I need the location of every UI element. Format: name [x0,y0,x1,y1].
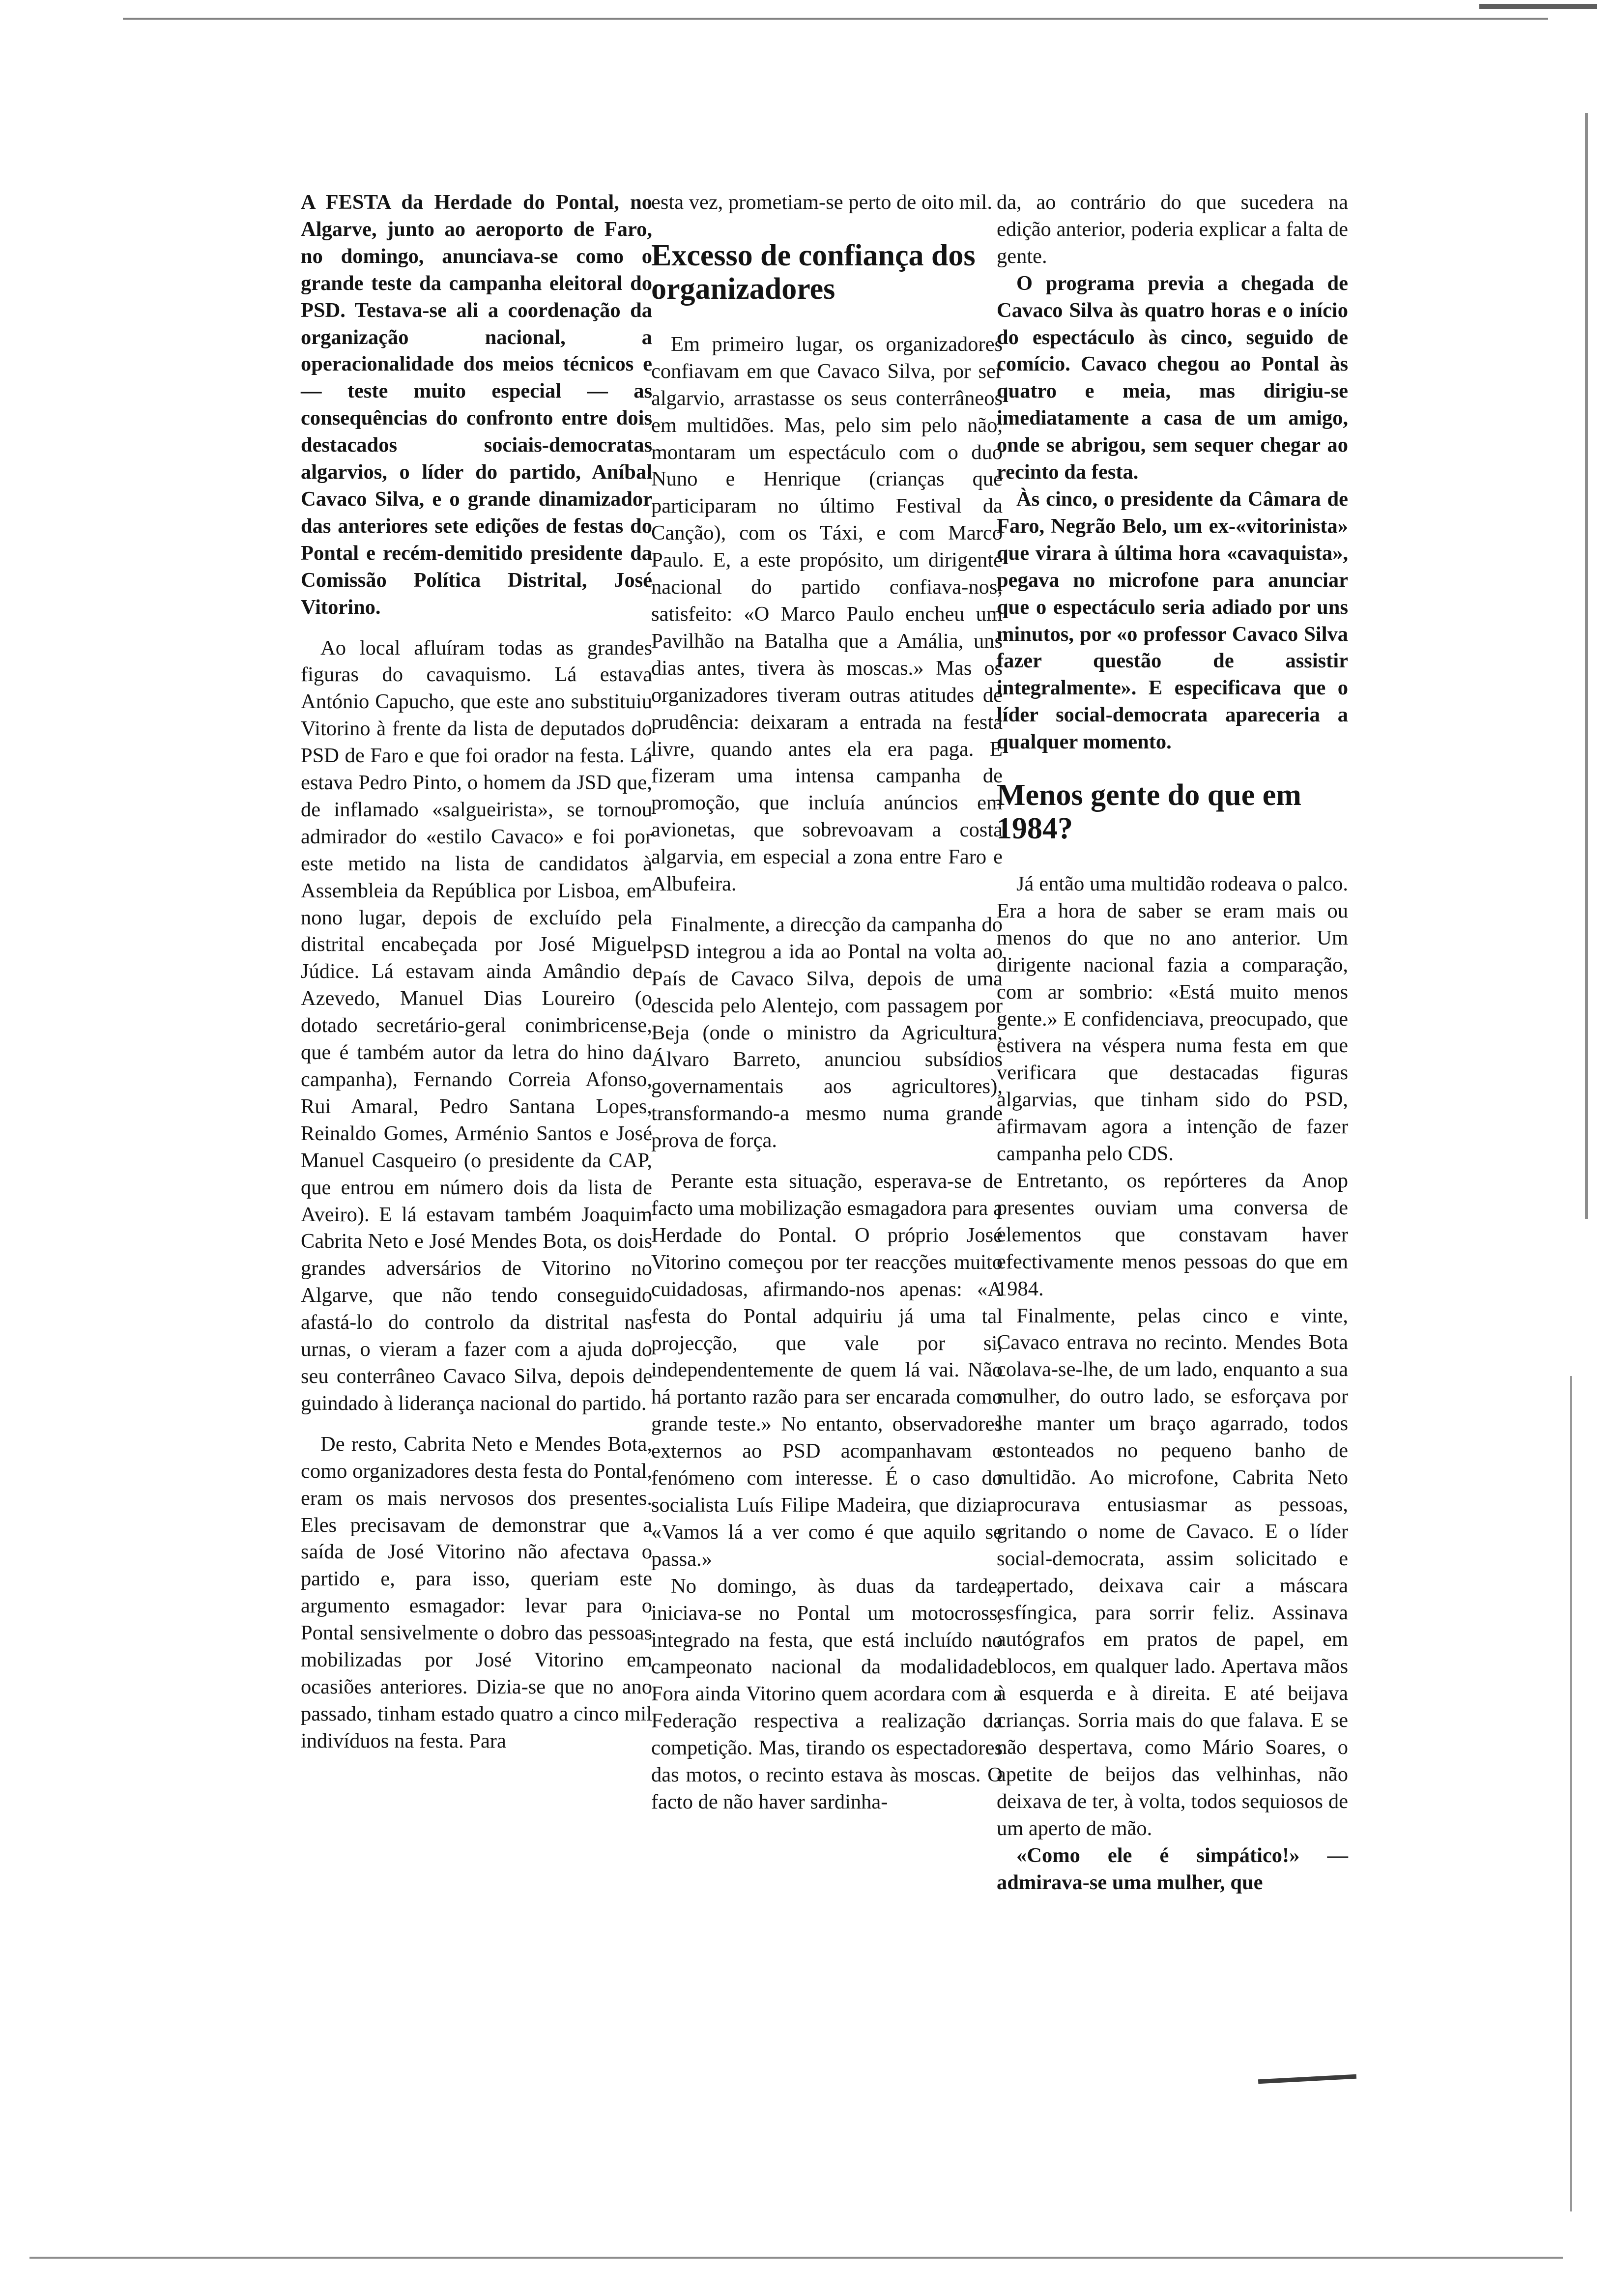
scan-right-rule [1585,113,1588,1219]
scan-right-rule-lower [1570,1376,1572,2211]
article-paragraph: No domingo, às duas da tarde, iniciava-se no Pontal um motocross, integrado na festa, que está incluído no campeonato nacional da modalidade. Fora ainda Vitorino quem acordara com a Federação respectiva a realização da competição. Mas, tirando os espectadores das motos, o recinto estava às moscas. O facto de não haver sardinha- [651,1574,1003,1813]
article-paragraph: Já então uma multidão rodeava o palco. Era a hora de saber se eram mais ou menos do que no ano anterior. Um dirigente nacional fazia a comparação, com ar sombrio: «Está muito menos gente.» E confidenciava, preocupado, que estivera na véspera numa festa em que verificara que destacadas figuras algarvias, que tinham sido do PSD, afirmavam agora a intenção de fazer campanha pelo CDS. [997,872,1348,1166]
article-paragraph-continued: da, ao contrário do que sucedera na edição anterior, poderia explicar a falta de gente. [997,191,1348,268]
article-paragraph: Finalmente, a direcção da campanha do PSD integrou a ida ao Pontal na volta ao País de Cavaco Silva, depois de uma descida pelo Alentejo, com passagem por Beja (onde o ministro da Agricultura, Álvaro Barreto, anunciou subsídios governamentais aos agricultores), transformando-a mesmo numa grande prova de força. [651,913,1003,1152]
scan-end-mark [1258,2074,1356,2084]
scan-top-rule [123,18,1548,20]
article-paragraph: Perante esta situação, esperava-se de facto uma mobilização esmagadora para a Herdade do Pontal. O próprio José Vitorino começou por ter reacções muito cuidadosas, afirmando-nos apenas: «A festa do Pontal adquiriu já uma tal projecção, que vale por si, independentemente de quem lá vai. Não há portanto razão para ser encarada como grande teste.» No entanto, observadores externos ao PSD acompanhavam o fenómeno com interesse. É o caso do socialista Luís Filipe Madeira, que dizia: «Vamos lá a ver como é que aquilo se passa.» [651,1170,1003,1571]
article-paragraph: De resto, Cabrita Neto e Mendes Bota, como organizadores desta festa do Pontal, eram os mais nervosos dos presentes. Eles precisavam de demonstrar que a saída de José Vitorino não afectava o partido e, para isso, queriam este argumento esmagador: levar para o Pontal sensivelmente o dobro das pessoas mobilizadas por José Vitorino em ocasiões anteriores. Dizia-se que no ano passado, tinham estado quatro a cinco mil indivíduos na festa. Para [301,1432,652,1752]
article-paragraph-continued: esta vez, prometiam-se perto de oito mil. [651,191,992,214]
article-column-3 [997,189,1348,1896]
section-heading-excesso: Excesso de confiança dos organizadores [651,238,976,306]
article-paragraph: Finalmente, pelas cinco e vinte, Cavaco entrava no recinto. Mendes Bota colava-se-lhe, de um lado, enquanto a sua mulher, do outro lado, se esforçava por lhe manter um braço agarrado, todos estonteados no pequeno banho de multidão. Ao microfone, Cabrita Neto procurava entusiasmar as pessoas, gritando o nome de Cavaco. E o líder social-democrata, assim solicitado e apertado, deixava cair a máscara esfíngica, para sorrir feliz. Assinava autógrafos em pratos de papel, em blocos, em qualquer lado. Apertava mãos à esquerda e à direita. E até beijava crianças. Sorria mais do que falava. E se não despertava, como Mário Soares, o apetite de beijos das velhinhas, não deixava de ter, à volta, todos sequiosos de um aperto de mão. [997,1304,1348,1840]
article-lead-paragraph: A FESTA da Herdade do Pontal, no Algarve, junto ao aeroporto de Faro, no domingo, anunciava-se como o grande teste da campanha eleitoral do PSD. Testava-se ali a coordenação da organização nacional, a operacionalidade dos meios técnicos e — teste muito especial — as consequências do confronto entre dois destacados sociais-democratas algarvios, o líder do partido, Aníbal Cavaco Silva, e o grande dinamizador das anteriores sete edições de festas do Pontal e recém-demitido presidente da Comissão Política Distrital, José Vitorino. [301,191,652,619]
section-heading-menos-gente: Menos gente do que em 1984? [997,778,1301,846]
article-paragraph: O programa previa a chegada de Cavaco Silva às quatro horas e o início do espectáculo às cinco, seguido de comício. Cavaco chegou ao Pontal às quatro e meia, mas dirigiu-se imediatamente a casa de um amigo, onde se abrigou, sem sequer chegar ao recinto da festa. [997,271,1348,484]
article-column-2 [651,189,1003,1816]
scan-top-right-noise [1479,4,1597,9]
article-paragraph: Entretanto, os repórteres da Anop presentes ouviam uma conversa de elementos que constavam haver efectivamente menos pessoas do que em 1984. [997,1169,1348,1300]
scan-bottom-rule [29,2257,1563,2259]
article-paragraph: Em primeiro lugar, os organizadores confiavam em que Cavaco Silva, por ser algarvio, arrastasse os seus conterrâneos em multidões. Mas, pelo sim pelo não, montaram um espectáculo com o duo Nuno e Henrique (crianças que participaram no último Festival da Canção), com os Táxi, e com Marco Paulo. E, a este propósito, um dirigente nacional do partido confiava-nos, satisfeito: «O Marco Paulo encheu um Pavilhão na Batalha que a Amália, uns dias antes, tivera às moscas.» Mas os organizadores tiveram outras atitudes de prudência: deixaram a entrada na festa livre, quando antes ela era paga. E fizeram uma intensa campanha de promoção, que incluía anúncios em avionetas, que sobrevoavam a costa algarvia, em especial a zona entre Faro e Albufeira. [651,332,1003,896]
article-paragraph: «Como ele é simpático!» — admirava-se uma mulher, que [997,1843,1348,1894]
article-paragraph: Às cinco, o presidente da Câmara de Faro, Negrão Belo, um ex-«vitorinista» que virara à última hora «cavaquista», pegava no microfone para anunciar que o espectáculo seria adiado por uns minutos, por «o professor Cavaco Silva fazer questão de assistir integralmente». E especificava que o líder social-democrata apareceria a qualquer momento. [997,487,1348,754]
article-column-1 [301,189,652,1755]
article-paragraph: Ao local afluíram todas as grandes figuras do cavaquismo. Lá estava António Capucho, que este ano substituiu Vitorino à frente da lista de deputados do PSD de Faro e que foi orador na festa. Lá estava Pedro Pinto, o homem da JSD que, de inflamado «salgueirista», se tornou admirador do «estilo Cavaco» e foi por este metido na lista de candidatos à Assembleia da República por Lisboa, em nono lugar, depois de excluído pela distrital encabeçada por José Miguel Júdice. Lá estavam ainda Amândio de Azevedo, Manuel Dias Loureiro (o dotado secretário-geral conimbricense, que é também autor da letra do hino da campanha), Fernando Correia Afonso, Rui Amaral, Pedro Santana Lopes, Reinaldo Gomes, Arménio Santos e José Manuel Casqueiro (o presidente da CAP, que entrou em número dois da lista de Aveiro). E lá estavam também Joaquim Cabrita Neto e José Mendes Bota, os dois grandes adversários de Vitorino no Algarve, que não tendo conseguido afastá-lo do controlo da distrital nas urnas, o vieram a fazer com a ajuda do seu conterrâneo Cavaco Silva, depois de guindado à liderança nacional do partido. [301,636,652,1415]
